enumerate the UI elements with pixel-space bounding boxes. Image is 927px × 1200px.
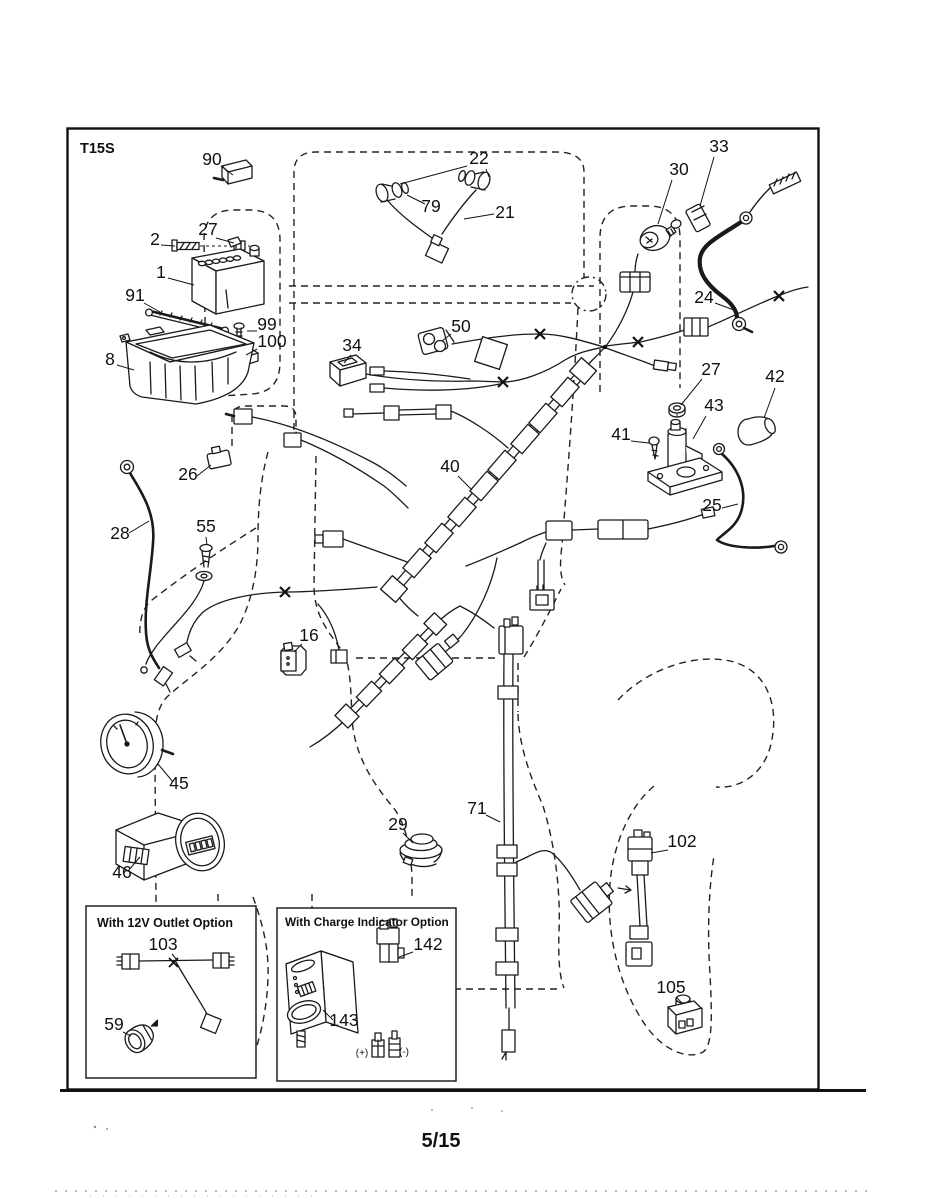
callout-90: 90 <box>202 149 222 169</box>
terminal-negative-label: (-) <box>399 1047 409 1058</box>
callout-34: 34 <box>342 335 362 355</box>
callout-22: 22 <box>469 148 489 168</box>
callout-27a: 27 <box>198 219 218 239</box>
connector <box>331 650 347 663</box>
callout-28: 28 <box>110 523 130 543</box>
callout-25: 25 <box>702 495 722 515</box>
callout-142: 142 <box>413 934 443 954</box>
callout-71: 71 <box>467 798 487 818</box>
callout-33: 33 <box>709 136 729 156</box>
callout-102: 102 <box>667 831 697 851</box>
inset2-title: With Charge Indicator Option <box>285 915 449 929</box>
callout-42: 42 <box>765 366 785 386</box>
callout-29: 29 <box>388 814 408 834</box>
callout-26: 26 <box>178 464 198 484</box>
callout-30: 30 <box>669 159 689 179</box>
callout-8: 8 <box>105 349 115 369</box>
callout-59: 59 <box>104 1014 124 1034</box>
callout-45: 45 <box>169 773 189 793</box>
callout-1: 1 <box>156 262 166 282</box>
scan-noise <box>55 1107 868 1196</box>
callout-79: 79 <box>421 196 441 216</box>
callout-2: 2 <box>150 229 160 249</box>
callout-16: 16 <box>299 625 319 645</box>
inset1-title: With 12V Outlet Option <box>97 916 233 930</box>
bolt-41 <box>649 437 659 445</box>
callout-46: 46 <box>112 862 132 882</box>
callout-100: 100 <box>257 331 287 351</box>
callout-99: 99 <box>257 314 277 334</box>
callout-40: 40 <box>440 456 460 476</box>
page-number: 5/15 <box>421 1130 461 1152</box>
callout-21: 21 <box>495 202 515 222</box>
terminal-positive-label: (+) <box>355 1048 369 1059</box>
callout-50: 50 <box>451 316 471 336</box>
callout-41: 41 <box>611 424 631 444</box>
callout-91: 91 <box>125 285 145 305</box>
inset-12v-outlet-box <box>86 906 256 1078</box>
screw-99 <box>234 323 244 329</box>
callout-24: 24 <box>694 287 714 307</box>
rod-end <box>146 309 153 316</box>
callout-103: 103 <box>148 934 178 954</box>
callout-143: 143 <box>329 1010 359 1030</box>
callout-55: 55 <box>196 516 216 536</box>
model-code: T15S <box>80 141 115 157</box>
splice-junction <box>603 345 607 349</box>
callout-27b: 27 <box>701 359 721 379</box>
callout-43: 43 <box>704 395 724 415</box>
callout-105: 105 <box>656 977 686 997</box>
